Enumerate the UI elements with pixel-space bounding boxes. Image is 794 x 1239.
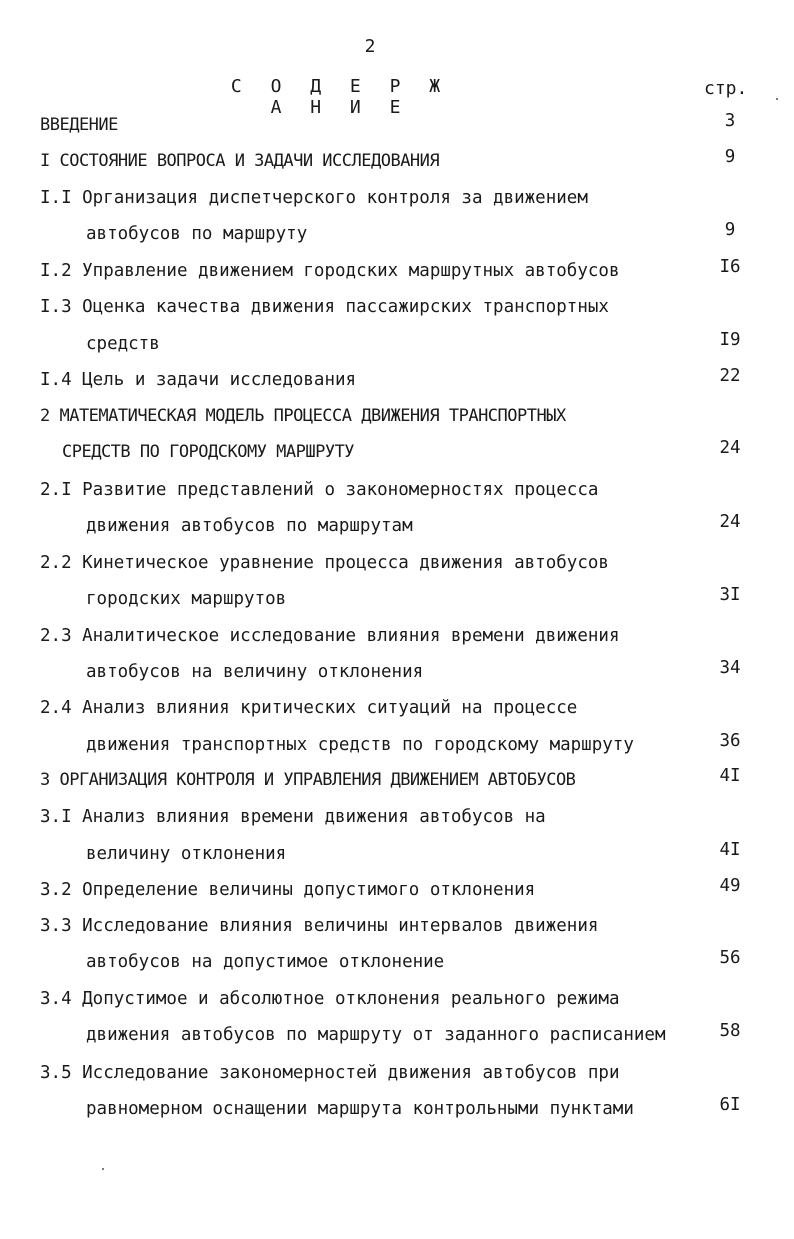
toc-entry-page: 34 <box>719 658 741 678</box>
toc-entry-page: 9 <box>724 220 736 240</box>
toc-entry <box>0 147 794 175</box>
toc-entry-text: 3.4 Допустимое и абсолютное отклонения реального режима <box>40 989 620 1009</box>
toc-entry-text: СРЕДСТВ ПО ГОРОДСКОМУ МАРШРУТУ <box>62 442 355 462</box>
toc-entry <box>0 476 794 504</box>
toc-entry-page: 56 <box>719 948 741 968</box>
toc-entry-page: 3I <box>719 585 741 605</box>
toc-entry <box>0 402 794 430</box>
toc-entry-page: 4I <box>719 766 741 786</box>
toc-entry-text: 2.4 Анализ влияния критических ситуаций на процессе <box>40 698 578 718</box>
toc-entry <box>0 366 794 394</box>
toc-entry <box>0 876 794 904</box>
toc-entry-text: автобусов по маршруту <box>86 224 308 244</box>
toc-entry-page: 36 <box>719 731 741 751</box>
toc-entry-text: I.2 Управление движением городских маршрутных автобусов <box>40 261 620 281</box>
toc-entry-text: городских маршрутов <box>86 589 287 609</box>
toc-entry <box>0 1021 794 1049</box>
toc-entry-text: 2.I Развитие представлений о закономерностях процесса <box>40 480 599 500</box>
toc-entry-text: 2.3 Аналитическое исследование влияния времени движения <box>40 626 620 646</box>
toc-entry <box>0 803 794 831</box>
toc-entry <box>0 330 794 358</box>
toc-entry-text: автобусов на величину отклонения <box>86 662 424 682</box>
toc-entry <box>0 1059 794 1087</box>
toc-entry-text: движения автобусов по маршруту от заданного расписанием <box>86 1025 666 1045</box>
toc-entry-text: I.I Организация диспетчерского контроля за движением <box>40 188 588 208</box>
toc-entry <box>0 766 794 794</box>
toc-entry-page: I6 <box>719 257 741 277</box>
toc-entry-text: равномерном оснащении маршрута контрольными пунктами <box>86 1099 634 1119</box>
toc-entry-text: I СОСТОЯНИЕ ВОПРОСА И ЗАДАЧИ ИССЛЕДОВАНИЯ <box>40 151 440 171</box>
toc-entry <box>0 111 794 139</box>
toc-entry-text: движения автобусов по маршрутам <box>86 516 413 536</box>
toc-entry-text: I.4 Цель и задачи исследования <box>40 370 357 390</box>
toc-entry-text: автобусов на допустимое отклонение <box>86 952 445 972</box>
toc-entry-page: 24 <box>719 438 741 458</box>
scan-speck <box>776 98 778 100</box>
toc-entry <box>0 549 794 577</box>
toc-entry-text: 2.2 Кинетическое уравнение процесса движения автобусов <box>40 553 609 573</box>
toc-entry-text: средств <box>86 334 160 354</box>
toc-entry <box>0 585 794 613</box>
toc-entry-text: 2 МАТЕМАТИЧЕСКАЯ МОДЕЛЬ ПРОЦЕССА ДВИЖЕНИЯ ТРАНСПОРТНЫХ <box>40 406 566 426</box>
toc-entry-text: 3 ОРГАНИЗАЦИЯ КОНТРОЛЯ И УПРАВЛЕНИЯ ДВИЖЕНИЕМ АВТОБУСОВ <box>40 770 576 790</box>
page-column-label: стр. <box>704 78 748 99</box>
toc-entry-page: I9 <box>719 330 741 350</box>
toc-entry <box>0 512 794 540</box>
toc-entry <box>0 658 794 686</box>
toc-entry <box>0 438 794 466</box>
toc-entry-page: 9 <box>724 147 736 167</box>
scan-speck <box>102 1168 104 1170</box>
toc-entry <box>0 985 794 1013</box>
toc-entry <box>0 912 794 940</box>
toc-entry-page: 24 <box>719 512 741 532</box>
toc-entry <box>0 293 794 321</box>
toc-entry-page: 3 <box>724 111 736 131</box>
toc-entry-page: 6I <box>719 1095 741 1115</box>
toc-entry-page: 49 <box>719 876 741 896</box>
toc-entry-page: 4I <box>719 840 741 860</box>
toc-entry <box>0 731 794 759</box>
toc-entry-page: 22 <box>719 366 741 386</box>
toc-entry <box>0 948 794 976</box>
toc-entry-text: I.3 Оценка качества движения пассажирских транспортных <box>40 297 609 317</box>
toc-entry <box>0 257 794 285</box>
toc-entry <box>0 840 794 868</box>
toc-entry-text: 3.2 Определение величины допустимого отклонения <box>40 880 536 900</box>
toc-entry-text: 3.3 Исследование влияния величины интервалов движения <box>40 916 599 936</box>
toc-entry <box>0 1095 794 1123</box>
toc-entry-text: 3.5 Исследование закономерностей движения автобусов при <box>40 1063 620 1083</box>
toc-entry <box>0 220 794 248</box>
toc-entry <box>0 184 794 212</box>
toc-entry <box>0 694 794 722</box>
contents-heading: С О Д Е Р Ж А Н И Е <box>230 76 450 118</box>
toc-entry-text: 3.I Анализ влияния времени движения автобусов на <box>40 807 546 827</box>
toc-entry-text: движения транспортных средств по городскому маршруту <box>86 735 634 755</box>
toc-entry-page: 58 <box>719 1021 741 1041</box>
toc-entry-text: величину отклонения <box>86 844 287 864</box>
toc-entry-text: ВВЕДЕНИЕ <box>40 115 118 135</box>
page-number: 2 <box>364 36 376 57</box>
toc-entry <box>0 622 794 650</box>
